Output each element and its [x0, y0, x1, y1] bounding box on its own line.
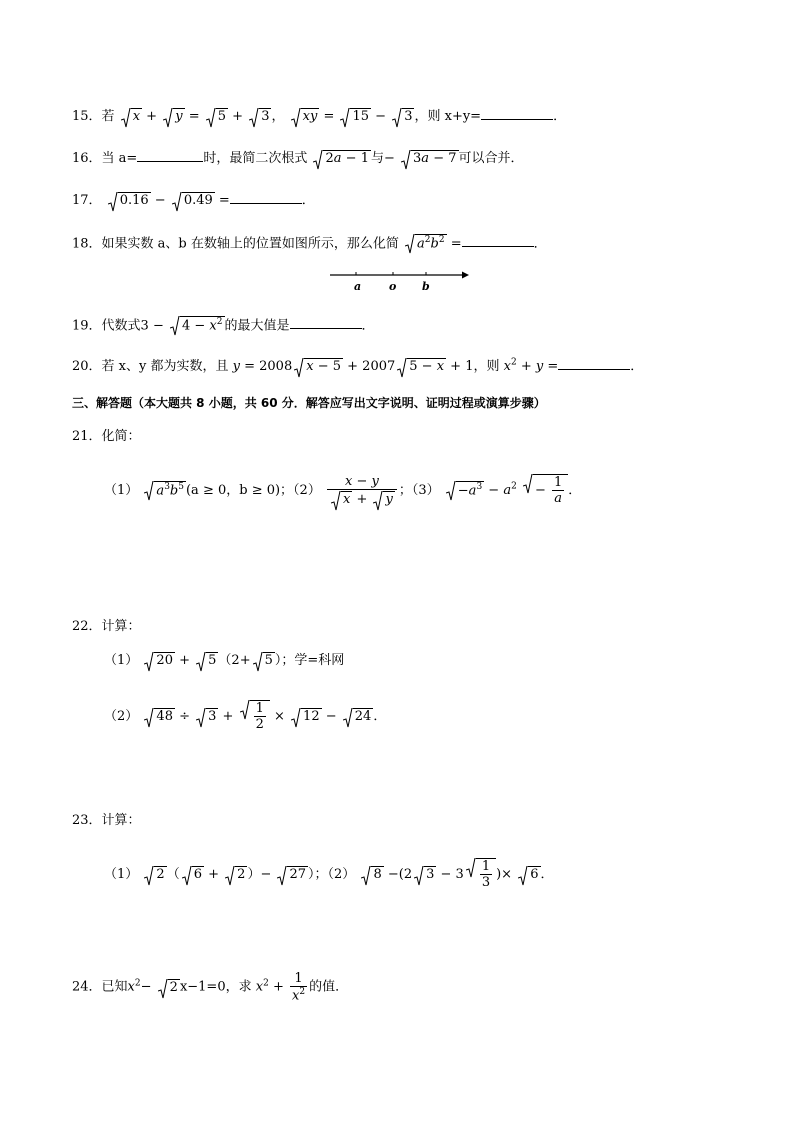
axis-label-b: b — [422, 280, 430, 293]
answer-blank[interactable] — [290, 328, 362, 329]
question-24: 24．已知$x^2-$ 2 x−1=0，求 $x^2$ + $\frac{1}{x^2}$ 的值． — [72, 971, 349, 1004]
question-21: 21．化简： — [72, 429, 141, 444]
q15-prefix: 15．若 — [72, 109, 115, 124]
question-20: 20．若 x、y 都为实数，且 y = 2008 x − 5 + 2007 5 − x + 1，则 $x^2 + y$ = ． — [72, 358, 643, 373]
question-18: 18．如果实数 a、b 在数轴上的位置如图所示，那么化简 $a^2b^2$ = ． — [72, 235, 547, 252]
section-heading: 三、解答题（本大题共 8 小题，共 60 分．解答应写出文字说明、证明过程或演算步骤） — [72, 396, 546, 410]
question-23: 23．计算： — [72, 813, 141, 828]
answer-blank[interactable] — [462, 246, 534, 247]
answer-blank[interactable] — [137, 161, 203, 162]
sqrt-y: y — [163, 108, 184, 123]
answer-blank[interactable] — [481, 119, 553, 120]
answer-blank[interactable] — [558, 369, 630, 370]
question-23-parts: （1） 2 （ 6 + 2 ）− 27 ）；（2） 8 −(2 3 − 3 $\frac{1}{3}$ )× 6 ． — [104, 859, 554, 890]
answer-blank[interactable] — [230, 203, 302, 204]
question-21-parts: （1） $a^3b^5$ (a ≥ 0，b ≥ 0)；（2） x − y x + y ；（3） $-a^3 - a^2$ − $\frac{1}{a}$ ． — [104, 474, 581, 506]
axis-label-o: o — [389, 280, 397, 293]
fraction: x − y x + y — [327, 475, 397, 506]
number-line-figure — [326, 266, 470, 294]
question-22-part1: （1） 20 + 5 （2+ 5 ）；学=科网 — [104, 652, 344, 667]
question-19: 19．代数式3 − $4 - x^2$ 的最大值是 ． — [72, 317, 375, 334]
axis-label-a: a — [354, 280, 362, 293]
sqrt-x: x — [121, 108, 142, 123]
question-15: 15．若 x + y = 5 + 3 ， xy = 15 − 3 ，则 x+y= ． — [72, 108, 566, 123]
question-22: 22．计算： — [72, 619, 141, 634]
question-22-part2: （2） 48 ÷ 3 + $\frac{1}{2}$ × 12 − 24 ． — [104, 701, 387, 732]
question-17: 17． 0.16 − 0.49 = ． — [72, 192, 315, 207]
question-16: 16．当 a= 时，最简二次根式 2a − 1 与− 3a − 7 可以合并． — [72, 150, 524, 165]
